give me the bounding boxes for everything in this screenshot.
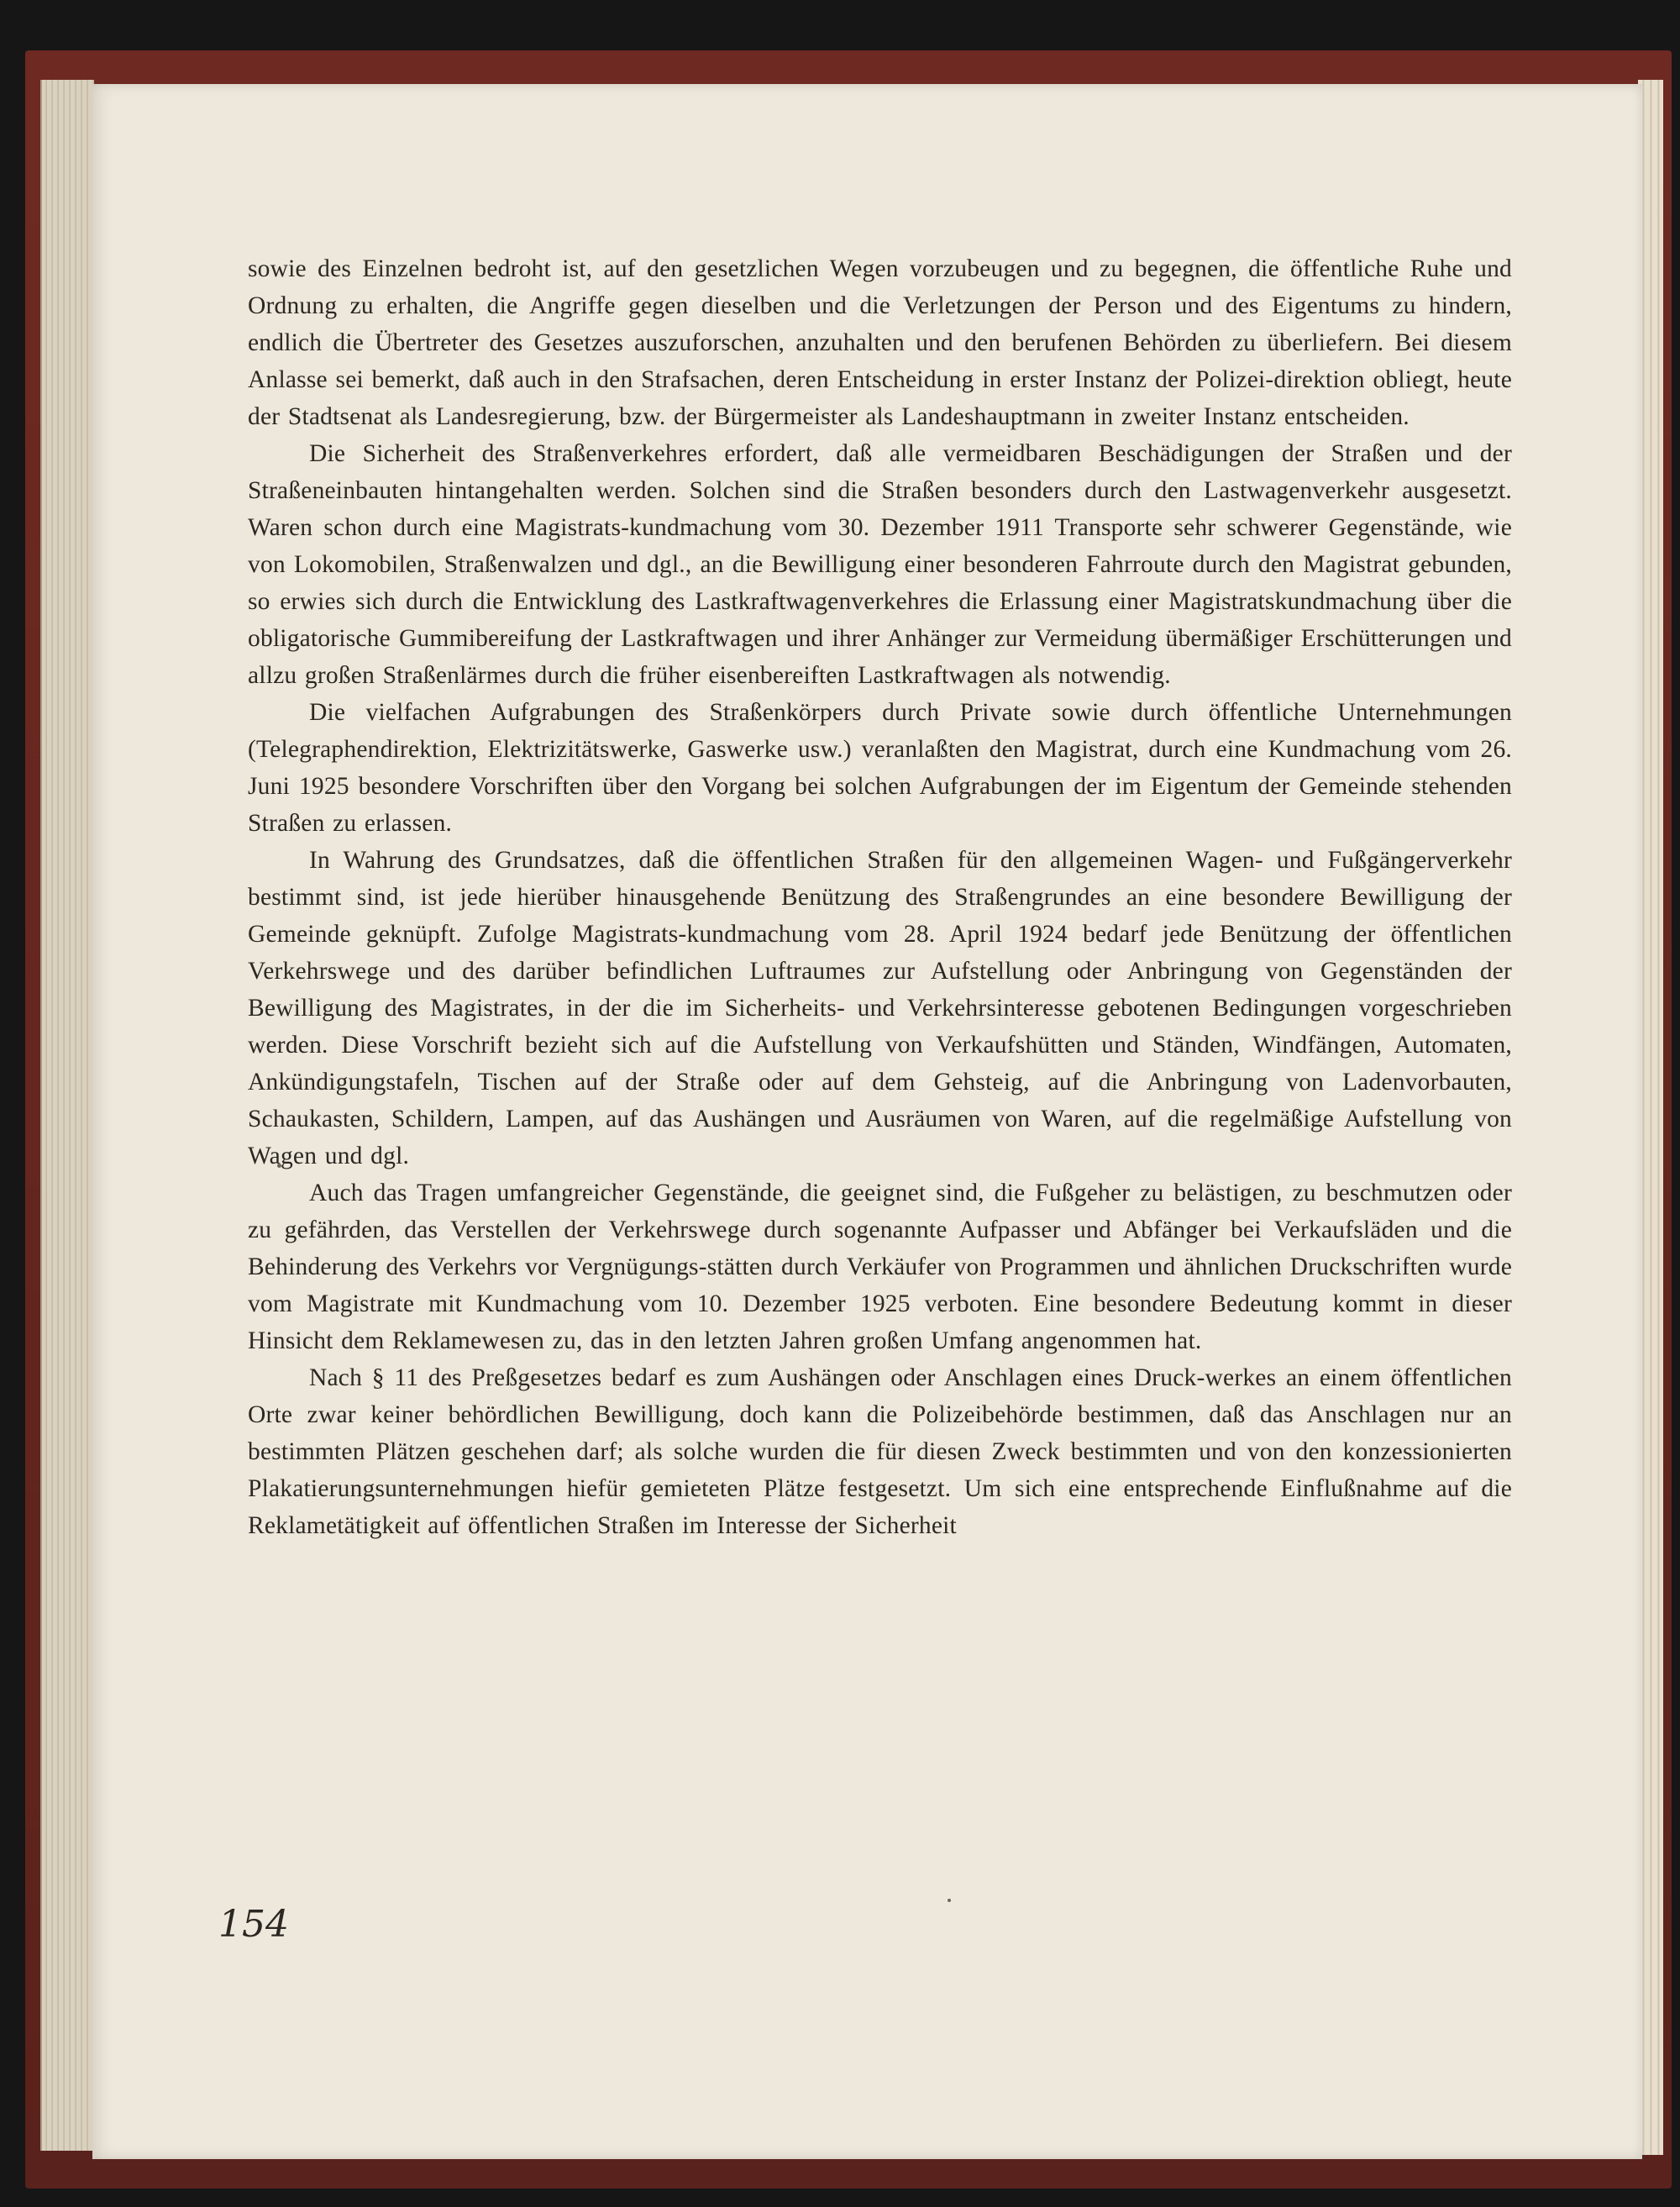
paragraph: Die Sicherheit des Straßenverkehres erfordert, daß alle vermeidbaren Beschädigungen der Straßen und der Straßeneinbauten hintangehalten werden. Solchen sind die Straßen besonders durch den Lastwagenverkehr ausgesetzt. Waren schon durch eine Magistrats-kundmachung vom 30. Dezember 1911 Transporte sehr schwerer Gegenstände, wie von Lokomobilen, Straßenwalzen und dgl., an die Bewilligung einer besonderen Fahrroute durch den Magistrat gebunden, so erwies sich durch die Entwicklung des Lastkraftwagenverkehres die Erlassung einer Magistratskundmachung über die obligatorische Gummibereifung der Lastkraftwagen und ihrer Anhänger zur Vermeidung übermäßiger Erschütterungen und allzu großen Straßenlärmes durch die früher eisenbereiften Lastkraftwagen als notwendig. [248,440,1512,689]
paragraph: Nach § 11 des Preßgesetzes bedarf es zum Aushängen oder Anschlagen eines Druck-werkes an einem öffentlichen Orte zwar keiner behördlichen Bewilligung, doch kann die Polizeibehörde bestimmen, daß das Anschlagen nur an bestimmten Plätzen geschehen darf; als solche wurden die für diesen Zweck bestimmten und von den konzessionierten Plakatierungsunternehmungen hiefür gemieteten Plätze festgesetzt. Um sich eine entsprechende Einflußnahme auf die Reklametätigkeit auf öffentlichen Straßen im Interesse der Sicherheit [248,1364,1512,1539]
paragraph: Auch das Tragen umfangreicher Gegenstände, die geeignet sind, die Fußgeher zu belästigen, zu beschmutzen oder zu gefährden, das Verstellen der Verkehrswege durch sogenannte Aufpasser und Abfänger bei Verkaufsläden und die Behinderung des Verkehrs vor Vergnügungs-stätten durch Verkäufer von Programmen und ähnlichen Druckschriften wurde vom Magistrate mit Kundmachung vom 10. Dezember 1925 verboten. Eine besondere Bedeutung kommt in dieser Hinsicht dem Reklamewesen zu, das in den letzten Jahren großen Umfang angenommen hat. [248,1180,1512,1354]
body-text [248,250,1512,1544]
paper-speck [948,1899,951,1902]
page-number: 154 [218,1903,289,1946]
paragraph: In Wahrung des Grundsatzes, daß die öffentlichen Straßen für den allgemeinen Wagen- und Fußgängerverkehr bestimmt sind, ist jede hierüber hinausgehende Benützung des Straßengrundes an eine besondere Bewilligung der Gemeinde geknüpft. Zufolge Magistrats-kundmachung vom 28. April 1924 bedarf jede Benützung der öffentlichen Verkehrswege und des darüber befindlichen Luftraumes zur Aufstellung oder Anbringung von Gegenständen der Bewilligung des Magistrates, in der die im Sicherheits- und Verkehrsinteresse gebotenen Bedingungen vorgeschrieben werden. Diese Vorschrift bezieht sich auf die Aufstellung von Verkaufshütten und Ständen, Windfängen, Automaten, Ankündigungstafeln, Tischen auf der Straße oder auf dem Gehsteig, auf die Anbringung von Ladenvorbauten, Schaukasten, Schildern, Lampen, auf das Aushängen und Ausräumen von Waren, auf die regelmäßige Aufstellung von Wagen und dgl. [248,847,1512,1169]
paragraph: Die vielfachen Aufgrabungen des Straßenkörpers durch Private sowie durch öffentliche Unternehmungen (Telegraphendirektion, Elektrizitätswerke, Gaswerke usw.) veranlaßten den Magistrat, durch eine Kundmachung vom 26. Juni 1925 besondere Vorschriften über den Vorgang bei solchen Aufgrabungen der im Eigentum der Gemeinde stehenden Straßen zu erlassen. [248,699,1512,837]
paragraph: sowie des Einzelnen bedroht ist, auf den gesetzlichen Wegen vorzubeugen und zu begegnen, die öffentliche Ruhe und Ordnung zu erhalten, die Angriffe gegen dieselben und die Verletzungen der Person und des Eigentums zu hindern, endlich die Übertreter des Gesetzes auszuforschen, anzuhalten und den berufenen Behörden zu überliefern. Bei diesem Anlasse sei bemerkt, daß auch in den Strafsachen, deren Entscheidung in erster Instanz der Polizei-direktion obliegt, heute der Stadtsenat als Landesregierung, bzw. der Bürgermeister als Landeshauptmann in zweiter Instanz entscheiden. [248,255,1512,430]
page-stack-left [40,80,94,2151]
